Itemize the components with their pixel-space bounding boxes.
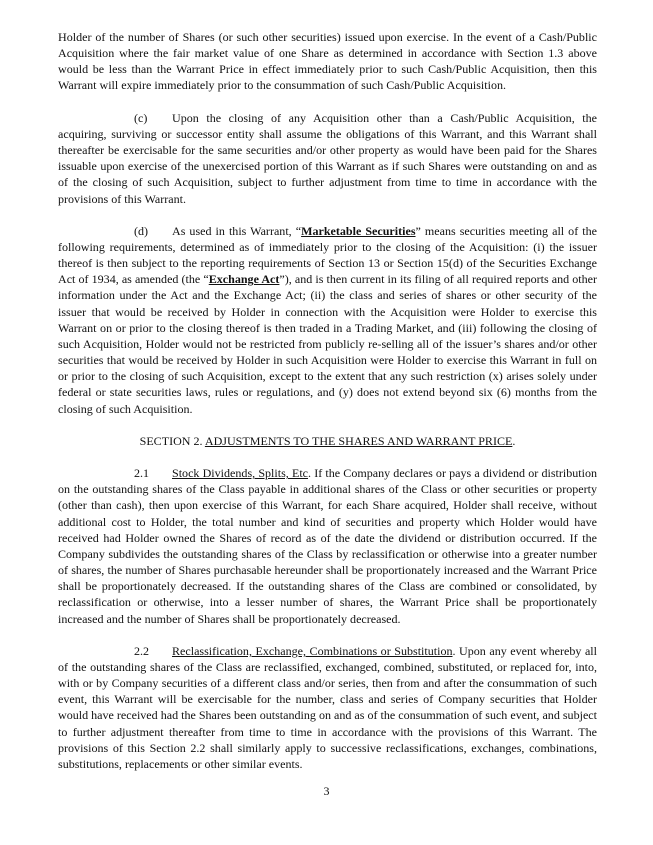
paragraph-label: (c) <box>134 110 148 125</box>
paragraph-text: Upon the closing of any Acquisition other than a Cash/Public Acquisition, the acquiring, surviving or successor entity shall assume the obligations of this Warrant, and this Warrant shall thereafter be exercisable for the same securities and/or other property as would have been paid for the Shares issuable upon exercise of the unexercised portion of this Warrant as if such Shares were outstanding on and as of the closing of such Acquisition, subject to further adjustment from time to time in accordance with the provisions of this Warrant. <box>58 110 597 206</box>
paragraph-text: As used in this Warrant, “ <box>172 223 302 238</box>
section-2-2 <box>58 643 597 772</box>
section-2-heading <box>58 433 597 449</box>
paragraph-text: Holder of the number of Shares (or such other securities) issued upon exercise. In the event of a Cash/Public Acquisition where the fair market value of one Share as determined in accordance with Section 1.3 above would be less than the Warrant Price in effect immediately prior to such Cash/Public Acquisition, then this Warrant will expire immediately prior to the consummation of such Cash/Public Acquisition. <box>58 30 597 93</box>
defined-term-marketable-securities: Marketable Securities <box>301 223 416 238</box>
section-title: Reclassification, Exchange, Combinations or Substitution <box>172 643 453 658</box>
section-suffix: . <box>512 433 516 448</box>
paragraph-text: ”), and is then current in its filing of all required reports and other information under the Act and the Exchange Act; (ii) the class and series of shares or other security of the issuer that would be received by Holder in connection with the Acquisition were Holder to exercise this Warrant on or prior to the closing thereof is then traded in a Trading Market, and (iii) following the closing of such Acquisition, Holder would not be restricted from publicly re-selling all of the issuer’s shares and/or other securities that would be received by Holder in such Acquisition were Holder to exercise this Warrant in full on or prior to the closing of such Acquisition, except to the extent that any such restriction (x) arises solely under federal or state securities laws, rules or regulations, and (y) does not extend beyond six (6) months from the closing of such Acquisition. <box>58 272 598 416</box>
section-number: 2.2 <box>134 643 150 658</box>
section-title: ADJUSTMENTS TO THE SHARES AND WARRANT PRICE <box>204 433 513 448</box>
section-prefix: SECTION 2. <box>139 433 205 448</box>
document-page <box>58 29 597 788</box>
paragraph-text: ” means securities meeting all of the following requirements, determined as of immediately prior to the closing of the Acquisition: (i) the issuer thereof is then subject to the reporting requirements of Section 13 or Section 15(d) of the Securities Exchange Act of 1934, as amended (the “ <box>58 223 597 287</box>
section-title: Stock Dividends, Splits, Etc <box>172 466 309 481</box>
paragraph-text: . If the Company declares or pays a dividend or distribution on the outstanding shares of the Class payable in additional shares of the Class or other securities or property (other than cash), then upon exercise of this Warrant, for each Share acquired, Holder shall receive, without additional cost to Holder, the total number and kind of securities and property which Holder would have received had Holder owned the Shares of record as of the date the dividend or distribution occurred. If the Company subdivides the outstanding shares of the Class by reclassification or otherwise into a greater number of shares, the number of Shares purchasable hereunder shall be proportionately increased and the Warrant Price shall be proportionately decreased. If the outstanding shares of the Class are combined or consolidated, by reclassification or otherwise, into a lesser number of shares, the Warrant Price shall be proportionately increased and the number of Shares shall be proportionately decreased. <box>58 466 597 626</box>
paragraph-cash-public-acquisition <box>58 29 597 94</box>
paragraph-text: . Upon any event whereby all of the outstanding shares of the Class are reclassified, exchanged, combined, substituted, or replaced for, into, with or by Company securities of a different class and/or series, then from and after the consummation of such event, this Warrant will be exercisable for the number, class and series of Company securities that Holder would have received had the Shares been outstanding on and as of the consummation of such event, and subject to further adjustment thereafter from time to time in accordance with the provisions of this Warrant. The provisions of this Section 2.2 shall similarly apply to successive reclassifications, exchanges, combinations, substitutions, replacements or other similar events. <box>58 643 597 771</box>
section-number: 2.1 <box>134 466 150 481</box>
section-2-1 <box>58 465 597 627</box>
page-number: 3 <box>323 784 330 798</box>
paragraph-c <box>58 110 597 207</box>
paragraph-d <box>58 223 597 417</box>
paragraph-label: (d) <box>134 223 149 238</box>
defined-term-exchange-act: Exchange Act <box>208 272 280 287</box>
